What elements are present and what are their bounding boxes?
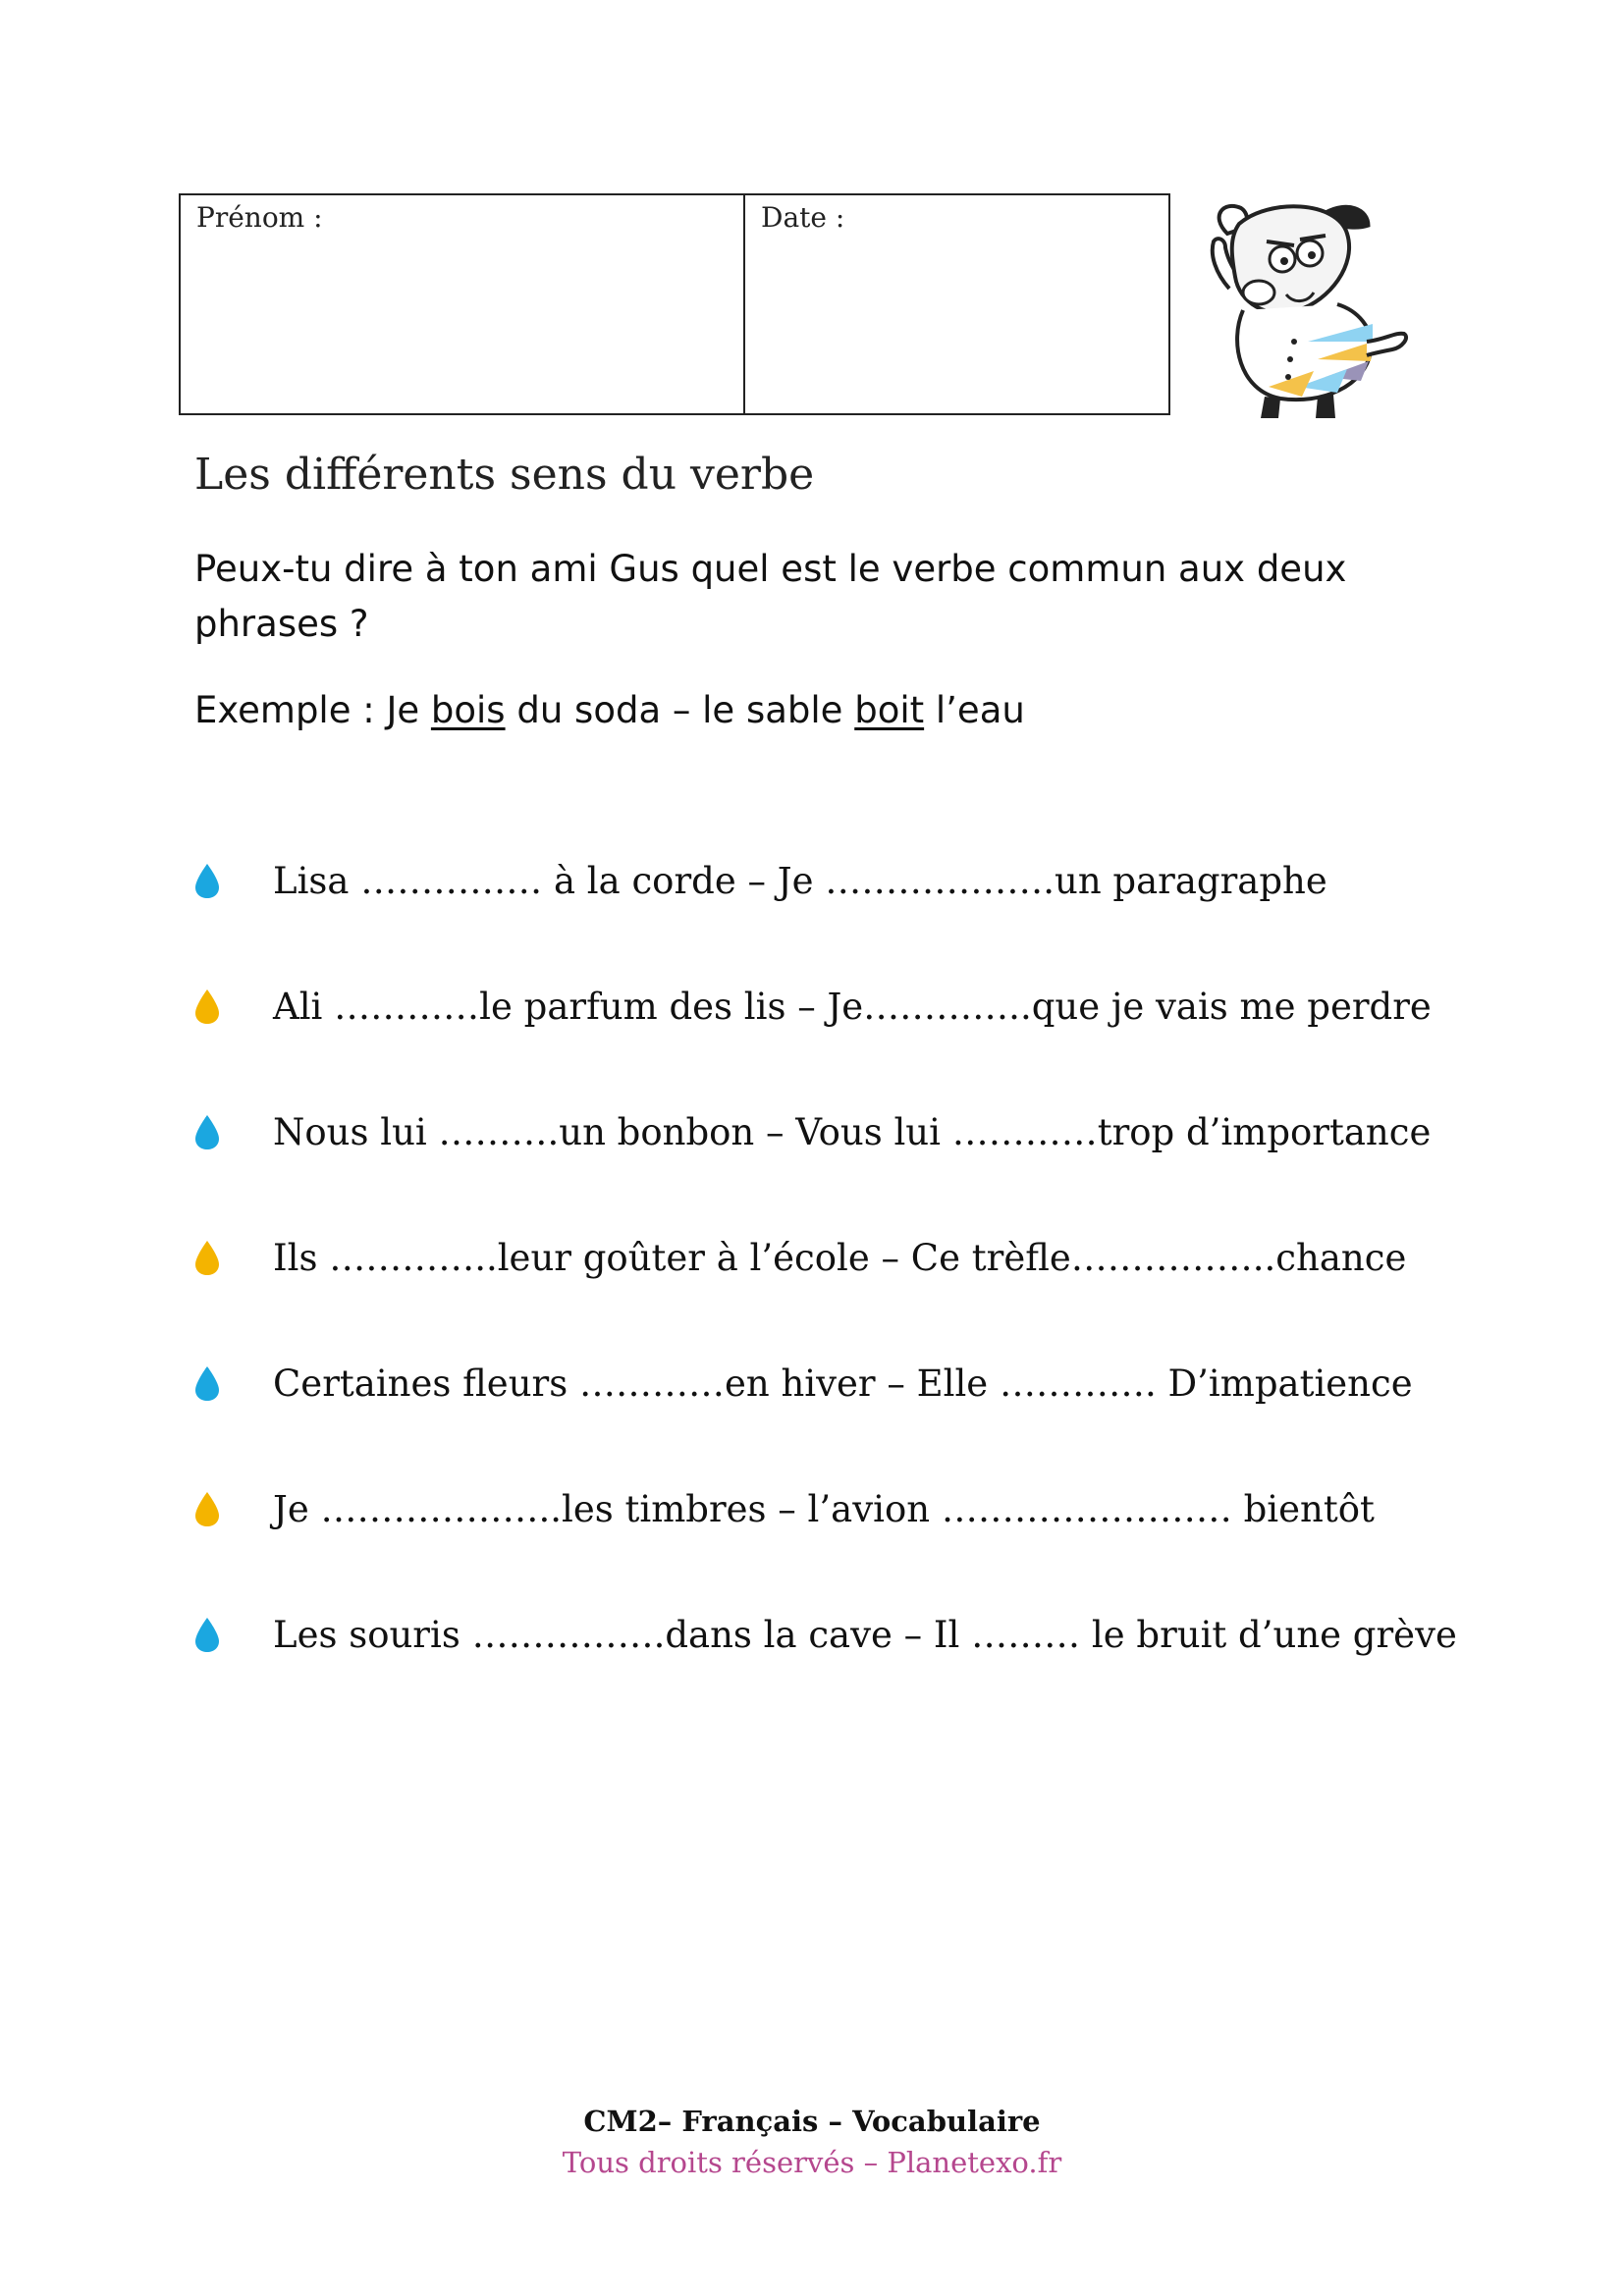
exercise-list <box>192 854 1457 1734</box>
exercise-item <box>192 1608 1457 1734</box>
exercise-sentence[interactable]: Je ………………..les timbres – l’avion …………………… bientôt <box>273 1488 1375 1530</box>
footer-copyright: Tous droits réservés – Planetexo.fr <box>562 2146 1062 2179</box>
example-word-1: bois <box>430 689 506 731</box>
water-drop-icon <box>192 1616 222 1653</box>
exercise-item <box>192 980 1457 1105</box>
exercise-sentence[interactable]: Nous lui ……….un bonbon – Vous lui …………trop d’importance <box>273 1111 1432 1153</box>
date-cell[interactable] <box>745 195 1168 413</box>
name-cell[interactable] <box>181 195 745 413</box>
exercise-sentence[interactable]: Ils …………..leur goûter à l’école – Ce trèfle……………..chance <box>273 1237 1407 1279</box>
example-suffix: l’eau <box>924 689 1025 731</box>
gus-sheep-mascot-icon <box>1200 194 1414 420</box>
date-label: Date : <box>761 201 845 234</box>
example-sentence <box>194 683 1025 738</box>
example-word-2: boit <box>854 689 925 731</box>
exercise-item <box>192 1482 1457 1608</box>
name-label: Prénom : <box>196 201 323 234</box>
exercise-sentence[interactable]: Lisa …………… à la corde – Je ……………….un paragraphe <box>273 860 1327 902</box>
student-info-table <box>179 193 1170 415</box>
water-drop-icon <box>192 1239 222 1276</box>
exercise-item <box>192 1357 1457 1482</box>
exercise-item <box>192 1105 1457 1231</box>
water-drop-icon <box>192 988 222 1025</box>
exercise-item <box>192 1231 1457 1357</box>
exercise-item <box>192 854 1457 980</box>
exercise-sentence[interactable]: Les souris …………….dans la cave – Il ……… le bruit d’une grève <box>273 1614 1457 1656</box>
example-middle: du soda – le sable <box>505 689 855 731</box>
water-drop-icon <box>192 1364 222 1402</box>
water-drop-icon <box>192 1113 222 1150</box>
footer-subject: CM2– Français – Vocabulaire <box>583 2105 1041 2138</box>
example-prefix: Exemple : Je <box>194 689 431 731</box>
instruction-text: Peux-tu dire à ton ami Gus quel est le verbe commun aux deux phrases ? <box>194 548 1347 645</box>
water-drop-icon <box>192 862 222 899</box>
page-title: Les différents sens du verbe <box>194 450 815 500</box>
exercise-sentence[interactable]: Ali …………le parfum des lis – Je…………..que je vais me perdre <box>273 986 1432 1028</box>
exercise-sentence[interactable]: Certaines fleurs …………en hiver – Elle …………. D’impatience <box>273 1362 1413 1405</box>
water-drop-icon <box>192 1490 222 1527</box>
